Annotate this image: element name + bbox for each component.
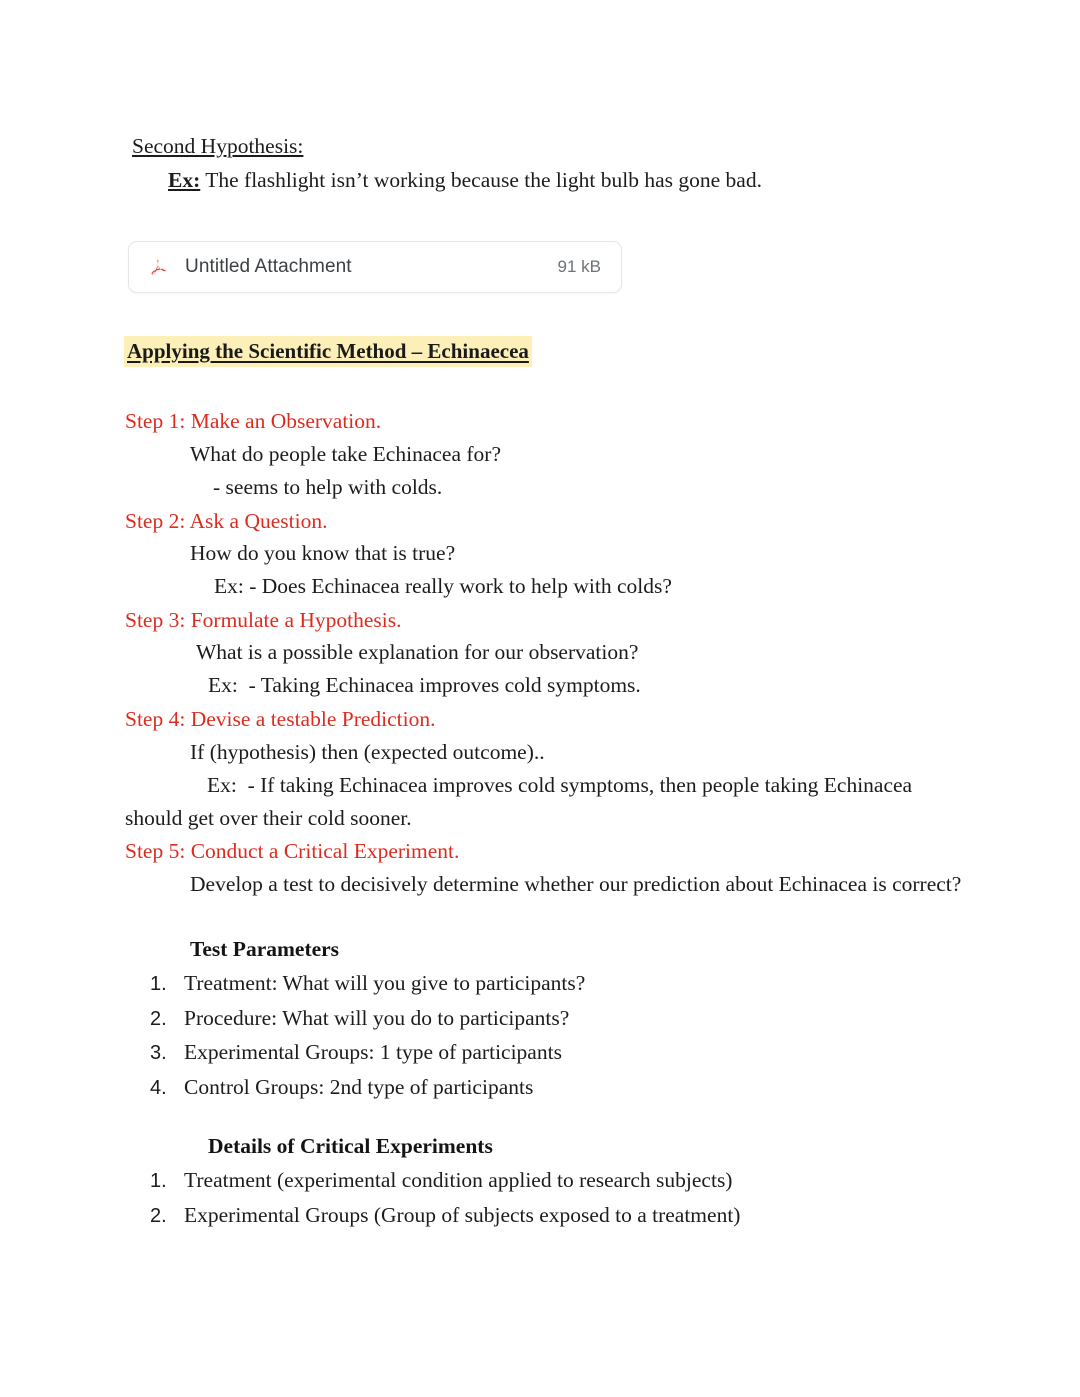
second-hypothesis-example	[168, 164, 762, 197]
step-1-line-2: - seems to help with colds.	[213, 475, 443, 499]
step-3-heading: Step 3: Formulate a Hypothesis.	[125, 608, 402, 632]
step-3-line-2: Ex: - Taking Echinacea improves cold symptoms.	[208, 673, 641, 697]
step-2-line-1: How do you know that is true?	[190, 541, 456, 565]
section-title-wrapper	[124, 336, 532, 367]
step-1-line-1: What do people take Echinacea for?	[190, 442, 501, 466]
step-2-heading: Step 2: Ask a Question.	[125, 509, 328, 533]
test-parameters-title: Test Parameters	[190, 937, 340, 961]
list-item-text: Treatment: What will you give to participants?	[184, 971, 586, 995]
attachment-name: Untitled Attachment	[185, 256, 352, 277]
list-item-text: Control Groups: 2nd type of participants	[184, 1074, 534, 1099]
list-item-number: 2.	[150, 1204, 167, 1227]
list-item-text: Experimental Groups (Group of subjects exposed to a treatment)	[184, 1202, 741, 1227]
list-item-number: 2.	[150, 1007, 167, 1030]
second-hypothesis-heading: Second Hypothesis:	[132, 134, 304, 158]
section-title: Applying the Scientific Method – Echinaecea	[124, 336, 532, 367]
details-of-critical-experiments-list	[150, 1164, 970, 1233]
details-of-critical-experiments-title: Details of Critical Experiments	[208, 1134, 493, 1158]
attachment-size: 91 kB	[557, 257, 601, 276]
list-item	[150, 1002, 970, 1037]
list-item	[150, 1164, 970, 1199]
step-1-heading: Step 1: Make an Observation.	[125, 409, 382, 433]
list-item-text: Treatment (experimental condition applied to research subjects)	[184, 1168, 733, 1192]
step-4-heading: Step 4: Devise a testable Prediction.	[125, 707, 436, 731]
list-item	[150, 967, 970, 1002]
list-item	[150, 1071, 970, 1106]
step-3-line-1: What is a possible explanation for our observation?	[196, 640, 639, 664]
attachment-card[interactable]	[128, 241, 622, 293]
list-item-number: 1.	[150, 973, 167, 995]
list-item-text: Experimental Groups: 1 type of participants	[184, 1040, 562, 1064]
list-item-number: 1.	[150, 1170, 167, 1192]
step-4-line-2: Ex: - If taking Echinacea improves cold symptoms, then people taking Echinacea	[207, 773, 913, 797]
list-item	[150, 1036, 970, 1071]
step-4-line-1: If (hypothesis) then (expected outcome)..	[190, 740, 545, 764]
step-4-line-3: should get over their cold sooner.	[125, 806, 412, 830]
step-2-line-2: Ex: - Does Echinacea really work to help with colds?	[214, 574, 672, 598]
list-item-number: 4.	[150, 1076, 167, 1099]
example-label: Ex:	[168, 168, 201, 192]
step-5-line-1: Develop a test to decisively determine whether our prediction about Echinacea is correct?	[190, 872, 962, 896]
list-item	[150, 1199, 970, 1234]
test-parameters-list	[150, 967, 970, 1105]
example-text: The flashlight isn’t working because the light bulb has gone bad.	[200, 168, 762, 192]
pdf-icon	[147, 256, 169, 278]
list-item-text: Procedure: What will you do to participants?	[184, 1005, 570, 1030]
list-item-number: 3.	[150, 1042, 167, 1064]
step-5-heading: Step 5: Conduct a Critical Experiment.	[125, 839, 460, 863]
